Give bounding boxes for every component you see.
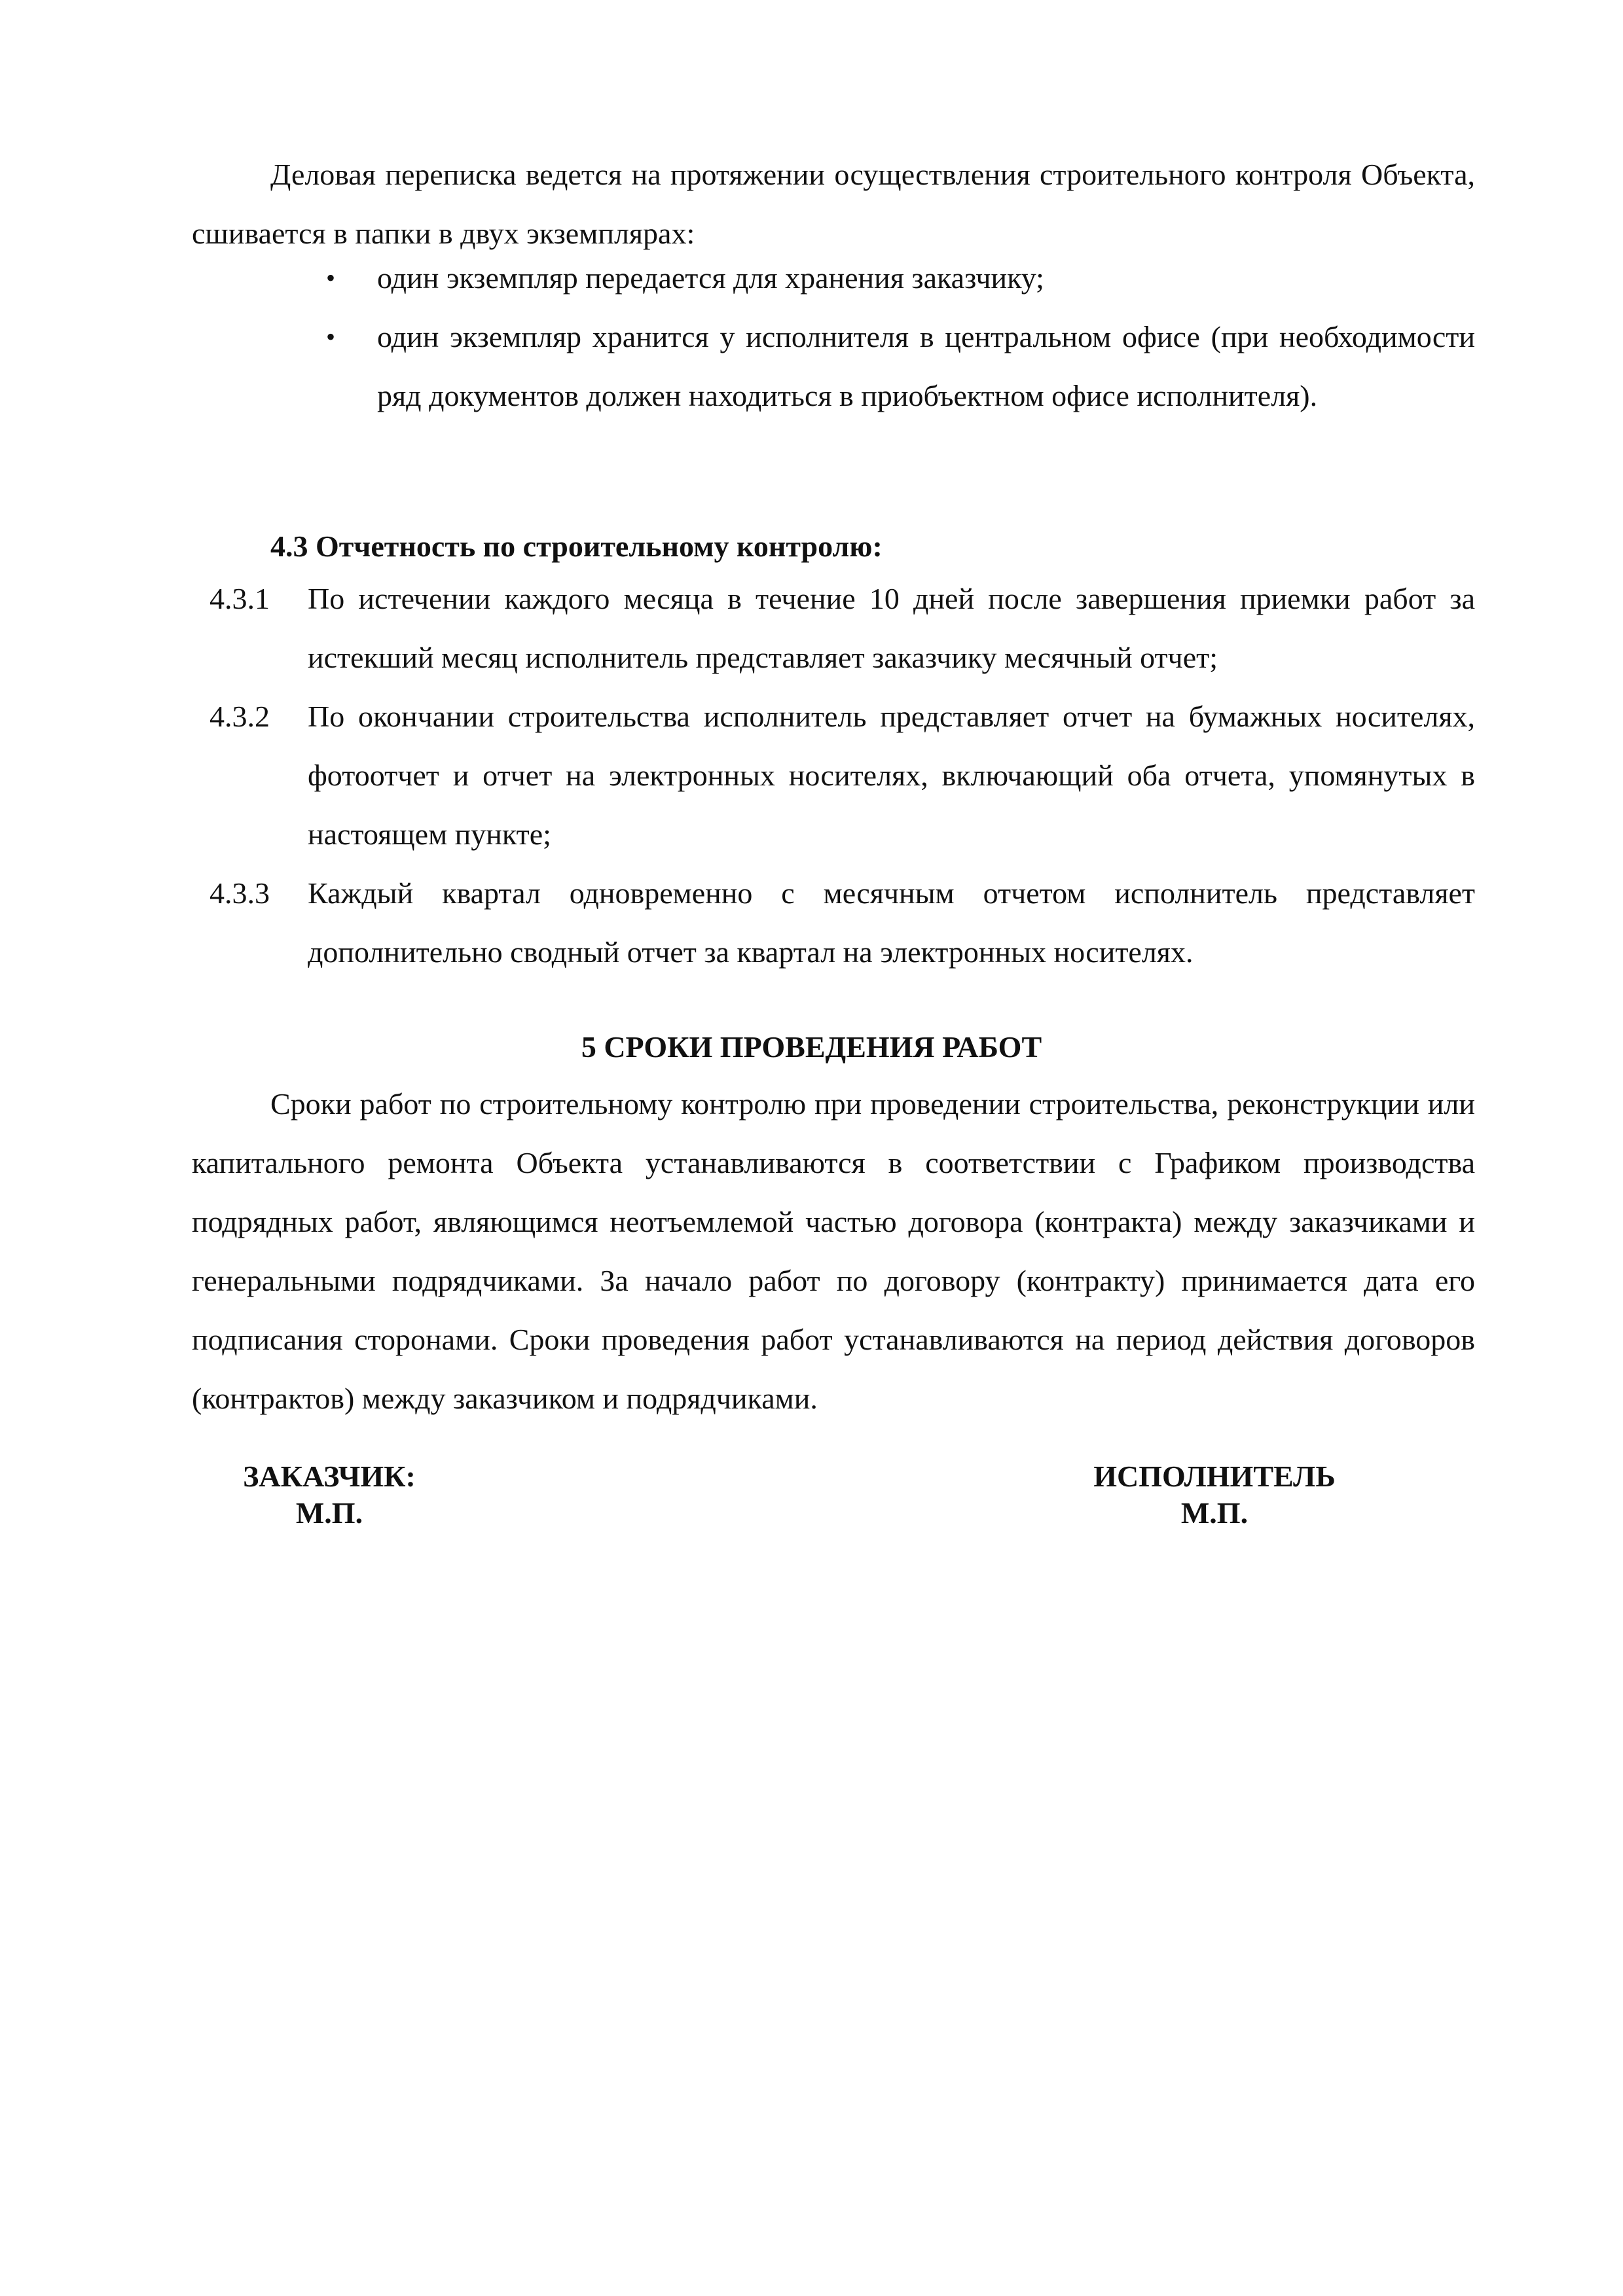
customer-label: ЗАКАЗЧИК: xyxy=(243,1460,416,1493)
item-number: 4.3.2 xyxy=(210,700,270,733)
intro-bullet-list xyxy=(192,249,1475,425)
item-text: Каждый квартал одновременно с месячным отчетом исполнитель представляет дополнительно сводный отчет за квартал на электронных носителях. xyxy=(308,876,1475,969)
list-item xyxy=(210,687,1475,864)
bullet-text: один экземпляр хранится у исполнителя в центральном офисе (при необходимости ряд документов должен находиться в приобъектном офисе исполнителя). xyxy=(377,320,1475,412)
item-number: 4.3.3 xyxy=(210,876,270,910)
bullet-icon: • xyxy=(326,322,336,351)
item-text: По истечении каждого месяца в течение 10 дней после завершения приемки работ за истекший месяц исполнитель представляет заказчику месячный отчет; xyxy=(308,582,1475,674)
contractor-label: ИСПОЛНИТЕЛЬ xyxy=(1093,1460,1336,1493)
bullet-text: один экземпляр передается для хранения заказчику; xyxy=(377,261,1044,295)
customer-signature-block xyxy=(231,1458,428,1532)
customer-seal: М.П. xyxy=(295,1496,363,1530)
contractor-signature-block xyxy=(1090,1458,1339,1532)
item-number: 4.3.1 xyxy=(210,582,270,615)
list-item xyxy=(210,569,1475,687)
list-item xyxy=(192,308,1475,425)
intro-paragraph: Деловая переписка ведется на протяжении осуществления строительного контроля Объекта, сшивается в папки в двух экземплярах: xyxy=(192,158,1475,250)
list-item xyxy=(192,249,1475,308)
section-4-3-heading: 4.3 Отчетность по строительному контролю: xyxy=(270,529,883,563)
item-text: По окончании строительства исполнитель представляет отчет на бумажных носителях, фотоотчет и отчет на электронных носителях, включающий оба отчета, упомянутых в настоящем пункте; xyxy=(308,700,1475,851)
section-5-title: 5 СРОКИ ПРОВЕДЕНИЯ РАБОТ xyxy=(581,1030,1042,1064)
section-4-3-list xyxy=(210,569,1475,982)
list-item xyxy=(210,864,1475,982)
section-5-paragraph: Сроки работ по строительному контролю при проведении строительства, реконструкции или капитального ремонта Объекта устанавливаются в соответствии с Графиком производства подрядных работ, являющимся неотъемлемой частью договора (контракта) между заказчиками и генеральными подрядчиками. За начало работ по договору (контракту) принимается дата его подписания сторонами. Сроки проведения работ устанавливаются на период действия договоров (контрактов) между заказчиком и подрядчиками. xyxy=(192,1087,1475,1415)
contractor-seal: М.П. xyxy=(1180,1496,1249,1530)
bullet-icon: • xyxy=(326,263,336,293)
